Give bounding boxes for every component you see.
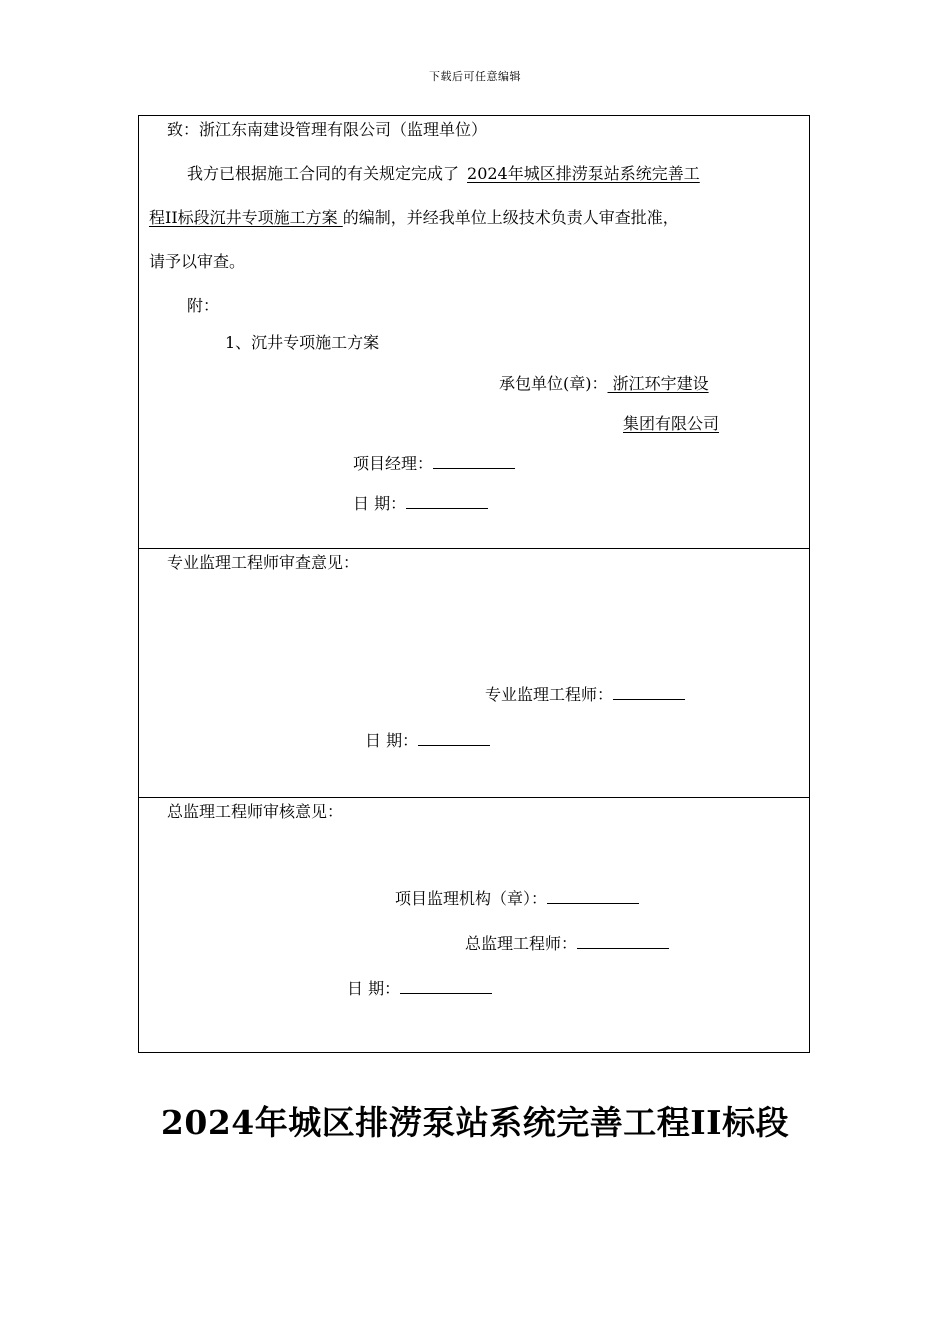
engineer-label: 专业监理工程师： [485,685,614,704]
paragraph-suffix: 的编制，并经我单位上级技术负责人审查批准， [342,208,679,227]
submission-section [139,116,809,549]
org-label: 项目监理机构（章）： [395,889,548,908]
engineer-review-heading: 专业监理工程师审查意见： [167,553,360,572]
manager-line [353,454,515,474]
contractor-line [499,374,709,394]
engineer-review-section [139,549,809,798]
contractor-label: 承包单位(章)： [499,374,608,393]
manager-signature-blank[interactable] [433,454,515,469]
chief-label: 总监理工程师： [465,934,578,953]
org-line [395,889,639,909]
date-blank-1[interactable] [406,494,488,509]
chief-review-heading: 总监理工程师审核意见： [167,802,344,821]
paragraph-line-1 [187,164,700,184]
engineer-signature-blank[interactable] [613,685,685,700]
engineer-line [485,685,685,705]
paragraph-line-3: 请予以审查。 [149,252,246,271]
header-note: 下载后可任意编辑 [429,70,521,83]
date-line-2 [365,731,490,751]
paragraph-prefix: 我方已根据施工合同的有关规定完成了 [187,164,460,183]
date-line-1 [353,494,488,514]
contractor-name-1: 浙江环宇建设 [607,374,709,393]
addressee-line: 致：浙江东南建设管理有限公司（监理单位） [167,120,488,139]
chief-review-section [139,798,809,1053]
paragraph-line-2 [149,208,679,228]
approval-form [138,115,810,1053]
date-label-2: 日 期： [365,731,419,750]
attachment-label: 附： [187,296,220,315]
attachment-item: 1、沉井专项施工方案 [225,333,380,352]
date-blank-2[interactable] [418,731,490,746]
chief-line [465,934,669,954]
date-label-1: 日 期： [353,494,407,513]
manager-label: 项目经理： [353,454,434,473]
org-seal-blank[interactable] [547,889,639,904]
date-label-3: 日 期： [347,979,401,998]
contractor-name-2: 集团有限公司 [623,414,720,433]
project-name-part-2: 程II标段沉井专项施工方案 [149,208,343,227]
chief-signature-blank[interactable] [577,934,669,949]
date-blank-3[interactable] [400,979,492,994]
project-name-part-1: 2024年城区排涝泵站系统完善工 [467,164,700,183]
date-line-3 [347,979,492,999]
document-title: 2024年城区排涝泵站系统完善工程II标段 [160,1103,790,1142]
